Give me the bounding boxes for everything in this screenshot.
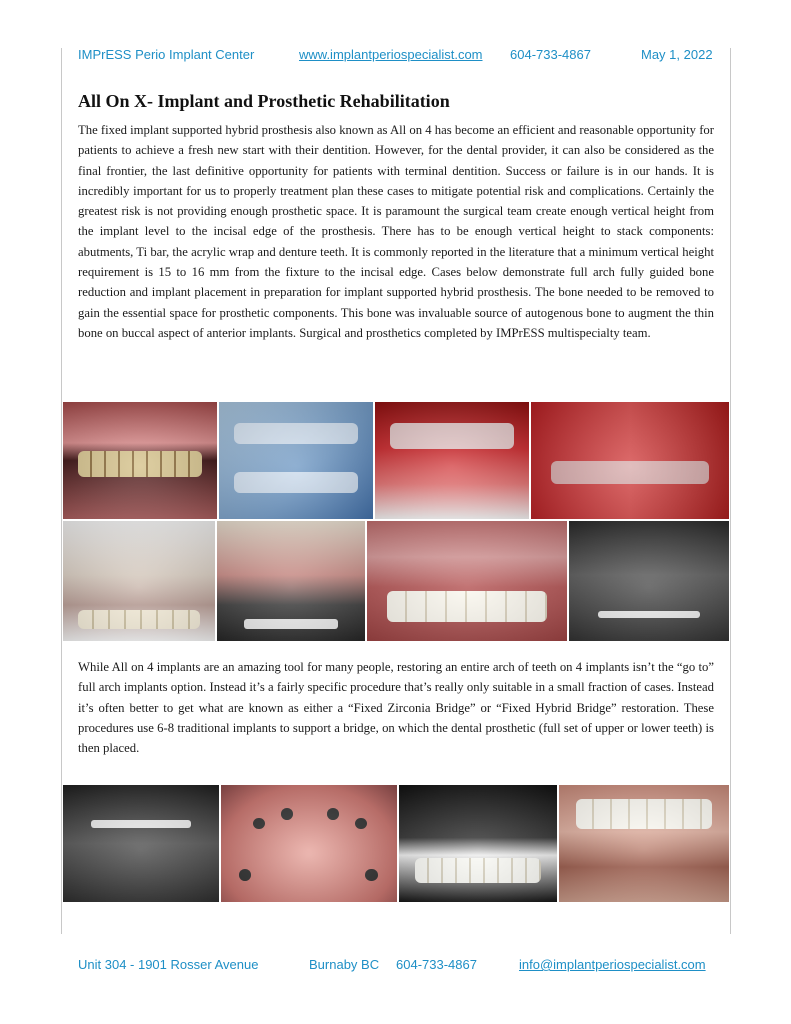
practice-name: IMPrESS Perio Implant Center (78, 47, 255, 62)
photo-bone-reduction (374, 401, 530, 520)
header-date: May 1, 2022 (641, 47, 713, 62)
header-phone: 604-733-4867 (510, 47, 591, 62)
photo-prosthesis-collage (216, 520, 366, 642)
photo-zirconia-result (558, 784, 730, 903)
footer-city: Burnaby BC (309, 957, 380, 972)
photo-panoramic-xray (568, 520, 730, 642)
article-title: All On X- Implant and Prosthetic Rehabilitation (78, 91, 450, 111)
website-link[interactable]: www.implantperiospecialist.com (299, 47, 483, 62)
footer-address: Unit 304 - 1901 Rosser Avenue (78, 957, 259, 972)
photo-final-smile (366, 520, 568, 642)
intro-paragraph: The fixed implant supported hybrid prosthesis also known as All on 4 has become an efficient and reasonable opportunity for patients to achieve a fresh new start with their dentition. However, for the dental provider, it can also be considered as the final frontier, the last definitive opportunity for patients with terminal dentition. Success or failure is in our hands. It is incredibly important for us to properly treatment plan these cases to mitigate potential risk and complications. Certainly the greatest risk is not providing enough prosthetic space. It is paramount the surgical team create enough vertical height from the implant level to the incisal edge of the prosthesis. There has to be enough vertical height to stack components: abutments, Ti bar, the acrylic wrap and denture teeth. It is commonly reported in the literature that a minimum vertical height requirement is 15 to 16 mm from the fixture to the incisal edge. Cases below demonstrate full arch fully guided bone reduction and implant placement in preparation for implant supported hybrid prosthesis. The bone needed to be removed to gain the essential space for prosthetic components. This bone was invaluable source of autogenous bone to augment the thin bone on buccal aspect of anterior implants. Surgical and prosthetics completed by IMPrESS multispecialty team. (78, 123, 714, 340)
closing-paragraph: While All on 4 implants are an amazing tool for many people, restoring an entire arch of teeth on 4 implants isn’t the “go to” full arch implants option. Instead it’s a fairly specific procedure that’s really only suitable in a small fraction of cases. Instead it’s often better to get what are known as either a “Fixed Zirconia Bridge” or “Fixed Hybrid Bridge” restoration. These procedures use 6-8 traditional implants to support a bridge, on which the dental prosthetic (full set of upper or lower teeth) is then placed. (78, 660, 714, 756)
photo-preop-smile (62, 401, 218, 520)
photo-hybrid-bridge (398, 784, 558, 903)
photo-surgical-guides (218, 401, 374, 520)
photo-edentulous-arch (220, 784, 398, 903)
photo-implant-placement (530, 401, 730, 520)
photo-dental-models (62, 520, 216, 642)
photo-xray-implant-bar (62, 784, 220, 903)
right-margin-rule (730, 48, 731, 934)
footer-phone: 604-733-4867 (396, 957, 477, 972)
email-link[interactable]: info@implantperiospecialist.com (519, 957, 706, 972)
